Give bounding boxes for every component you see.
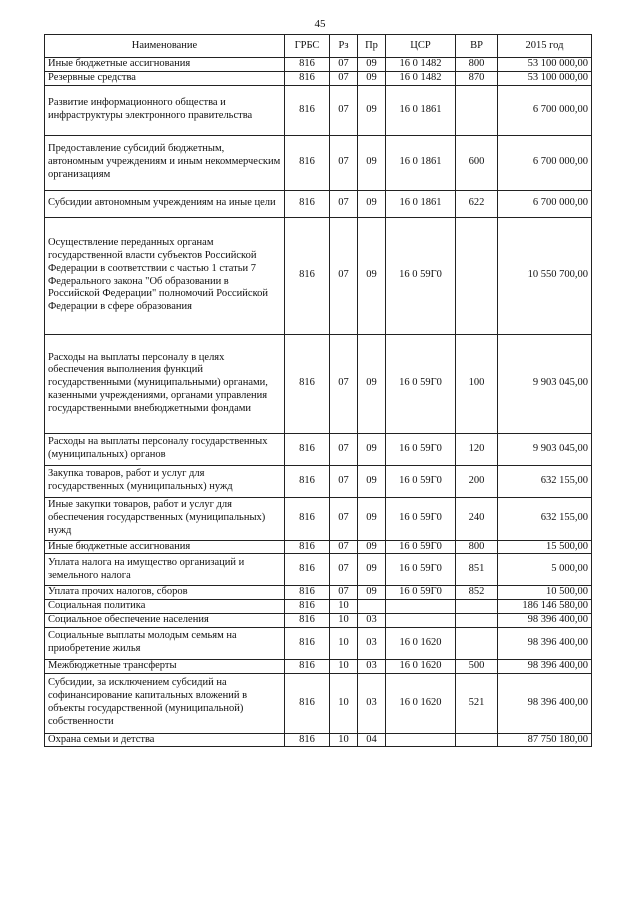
cell-rz: 07: [330, 586, 358, 600]
cell-csr: 16 0 1861: [386, 190, 456, 217]
cell-rz: 07: [330, 334, 358, 433]
cell-pr: 03: [358, 627, 386, 659]
table-row: [45, 673, 592, 733]
cell-amount: 98 396 400,00: [498, 673, 592, 733]
cell-vr: 500: [456, 659, 498, 673]
table-row: [45, 433, 592, 465]
cell-pr: 09: [358, 334, 386, 433]
cell-pr: 09: [358, 497, 386, 540]
cell-rz: 07: [330, 71, 358, 85]
cell-rz: 07: [330, 58, 358, 72]
cell-rz: 10: [330, 627, 358, 659]
cell-pr: [358, 600, 386, 614]
cell-csr: 16 0 59Г0: [386, 586, 456, 600]
cell-amount: 98 396 400,00: [498, 659, 592, 673]
table-row: [45, 135, 592, 190]
cell-name: Межбюджетные трансферты: [45, 659, 285, 673]
cell-csr: 16 0 59Г0: [386, 465, 456, 497]
cell-vr: 120: [456, 433, 498, 465]
cell-name: Резервные средства: [45, 71, 285, 85]
cell-amount: 53 100 000,00: [498, 71, 592, 85]
cell-csr: 16 0 1482: [386, 71, 456, 85]
cell-grbs: 816: [285, 497, 330, 540]
cell-name: Предоставление субсидий бюджетным, автономным учреждениям и иным некоммерческим организациям: [45, 135, 285, 190]
cell-vr: 852: [456, 586, 498, 600]
cell-amount: 10 550 700,00: [498, 217, 592, 334]
cell-grbs: 816: [285, 733, 330, 747]
table-row: [45, 58, 592, 72]
table-row: [45, 733, 592, 747]
cell-grbs: 816: [285, 627, 330, 659]
cell-name: Охрана семьи и детства: [45, 733, 285, 747]
cell-pr: 09: [358, 433, 386, 465]
cell-amount: 632 155,00: [498, 497, 592, 540]
cell-grbs: 816: [285, 465, 330, 497]
cell-pr: 09: [358, 540, 386, 554]
cell-rz: 07: [330, 540, 358, 554]
table-header-row: [45, 35, 592, 58]
cell-rz: 07: [330, 465, 358, 497]
cell-csr: 16 0 59Г0: [386, 540, 456, 554]
cell-name: Расходы на выплаты персоналу в целях обеспечения выполнения функций государственными (муниципальными) органами, казенными учреждениями, органами управления государственными внебюджетными фондами: [45, 334, 285, 433]
cell-grbs: 816: [285, 600, 330, 614]
cell-amount: 9 903 045,00: [498, 433, 592, 465]
table-row: [45, 497, 592, 540]
cell-rz: 07: [330, 497, 358, 540]
header-pr: Пр: [358, 35, 386, 58]
cell-grbs: 816: [285, 673, 330, 733]
header-name: Наименование: [45, 35, 285, 58]
table-row: [45, 71, 592, 85]
cell-vr: 622: [456, 190, 498, 217]
cell-rz: 10: [330, 613, 358, 627]
header-csr: ЦСР: [386, 35, 456, 58]
cell-name: Иные бюджетные ассигнования: [45, 58, 285, 72]
cell-vr: 240: [456, 497, 498, 540]
header-rz: Рз: [330, 35, 358, 58]
cell-grbs: 816: [285, 613, 330, 627]
cell-rz: 07: [330, 190, 358, 217]
cell-grbs: 816: [285, 659, 330, 673]
cell-rz: 10: [330, 673, 358, 733]
cell-csr: 16 0 1861: [386, 135, 456, 190]
cell-amount: 87 750 180,00: [498, 733, 592, 747]
cell-name: Расходы на выплаты персоналу государственных (муниципальных) органов: [45, 433, 285, 465]
cell-vr: [456, 733, 498, 747]
cell-pr: 09: [358, 465, 386, 497]
table-row: [45, 600, 592, 614]
cell-csr: 16 0 59Г0: [386, 554, 456, 586]
cell-name: Иные бюджетные ассигнования: [45, 540, 285, 554]
cell-rz: 07: [330, 217, 358, 334]
cell-grbs: 816: [285, 85, 330, 135]
cell-rz: 07: [330, 554, 358, 586]
cell-amount: 6 700 000,00: [498, 85, 592, 135]
cell-pr: 09: [358, 71, 386, 85]
cell-csr: 16 0 59Г0: [386, 334, 456, 433]
cell-csr: 16 0 59Г0: [386, 433, 456, 465]
cell-pr: 09: [358, 85, 386, 135]
cell-amount: 15 500,00: [498, 540, 592, 554]
cell-vr: [456, 627, 498, 659]
cell-amount: 53 100 000,00: [498, 58, 592, 72]
cell-vr: 100: [456, 334, 498, 433]
table-body: [45, 58, 592, 747]
cell-name: Социальная политика: [45, 600, 285, 614]
cell-pr: 09: [358, 586, 386, 600]
cell-rz: 10: [330, 659, 358, 673]
cell-grbs: 816: [285, 217, 330, 334]
cell-grbs: 816: [285, 135, 330, 190]
cell-vr: 800: [456, 58, 498, 72]
cell-grbs: 816: [285, 190, 330, 217]
cell-csr: [386, 733, 456, 747]
cell-amount: 632 155,00: [498, 465, 592, 497]
cell-vr: 800: [456, 540, 498, 554]
cell-rz: 07: [330, 433, 358, 465]
cell-csr: 16 0 59Г0: [386, 217, 456, 334]
cell-name: Уплата прочих налогов, сборов: [45, 586, 285, 600]
cell-grbs: 816: [285, 71, 330, 85]
cell-vr: 851: [456, 554, 498, 586]
cell-rz: 10: [330, 600, 358, 614]
cell-amount: 5 000,00: [498, 554, 592, 586]
cell-amount: 6 700 000,00: [498, 135, 592, 190]
cell-pr: 03: [358, 613, 386, 627]
page-number: 45: [314, 18, 326, 30]
cell-pr: 03: [358, 673, 386, 733]
cell-rz: 07: [330, 85, 358, 135]
cell-name: Социальные выплаты молодым семьям на приобретение жилья: [45, 627, 285, 659]
cell-pr: 09: [358, 58, 386, 72]
cell-csr: 16 0 1482: [386, 58, 456, 72]
cell-vr: 870: [456, 71, 498, 85]
cell-rz: 10: [330, 733, 358, 747]
table-row: [45, 85, 592, 135]
cell-rz: 07: [330, 135, 358, 190]
cell-vr: [456, 85, 498, 135]
cell-grbs: 816: [285, 58, 330, 72]
cell-amount: 98 396 400,00: [498, 613, 592, 627]
cell-amount: 186 146 580,00: [498, 600, 592, 614]
cell-csr: [386, 613, 456, 627]
cell-csr: 16 0 1620: [386, 627, 456, 659]
cell-pr: 09: [358, 190, 386, 217]
cell-name: Субсидии автономным учреждениям на иные цели: [45, 190, 285, 217]
table-row: [45, 554, 592, 586]
cell-name: Субсидии, за исключением субсидий на софинансирование капитальных вложений в объекты государственной (муниципальной) собственности: [45, 673, 285, 733]
cell-vr: [456, 600, 498, 614]
cell-pr: 09: [358, 554, 386, 586]
cell-name: Иные закупки товаров, работ и услуг для обеспечения государственных (муниципальных) нужд: [45, 497, 285, 540]
cell-grbs: 816: [285, 586, 330, 600]
header-vr: ВР: [456, 35, 498, 58]
cell-amount: 6 700 000,00: [498, 190, 592, 217]
table-row: [45, 613, 592, 627]
cell-csr: 16 0 1861: [386, 85, 456, 135]
header-amount: 2015 год: [498, 35, 592, 58]
cell-grbs: 816: [285, 540, 330, 554]
cell-amount: 10 500,00: [498, 586, 592, 600]
cell-pr: 09: [358, 217, 386, 334]
header-grbs: ГРБС: [285, 35, 330, 58]
cell-csr: [386, 600, 456, 614]
cell-pr: 04: [358, 733, 386, 747]
cell-pr: 03: [358, 659, 386, 673]
table-row: [45, 659, 592, 673]
cell-grbs: 816: [285, 554, 330, 586]
cell-csr: 16 0 1620: [386, 659, 456, 673]
table-row: [45, 627, 592, 659]
cell-grbs: 816: [285, 334, 330, 433]
cell-csr: 16 0 1620: [386, 673, 456, 733]
table-row: [45, 465, 592, 497]
cell-amount: 9 903 045,00: [498, 334, 592, 433]
cell-name: Уплата налога на имущество организаций и земельного налога: [45, 554, 285, 586]
cell-vr: 521: [456, 673, 498, 733]
cell-name: Осуществление переданных органам государственной власти субъектов Российской Федерации в соответствии с частью 1 статьи 7 Федерального закона "Об образовании в Российской Федерации" полномочий Российской Федерации в сфере образования: [45, 217, 285, 334]
table-row: [45, 190, 592, 217]
cell-vr: 200: [456, 465, 498, 497]
cell-name: Социальное обеспечение населения: [45, 613, 285, 627]
table-row: [45, 334, 592, 433]
cell-csr: 16 0 59Г0: [386, 497, 456, 540]
cell-name: Развитие информационного общества и инфраструктуры электронного правительства: [45, 85, 285, 135]
cell-vr: [456, 217, 498, 334]
cell-amount: 98 396 400,00: [498, 627, 592, 659]
budget-table: [44, 34, 592, 747]
table-row: [45, 586, 592, 600]
table-row: [45, 217, 592, 334]
table-row: [45, 540, 592, 554]
cell-vr: 600: [456, 135, 498, 190]
cell-pr: 09: [358, 135, 386, 190]
cell-vr: [456, 613, 498, 627]
cell-grbs: 816: [285, 433, 330, 465]
cell-name: Закупка товаров, работ и услуг для государственных (муниципальных) нужд: [45, 465, 285, 497]
